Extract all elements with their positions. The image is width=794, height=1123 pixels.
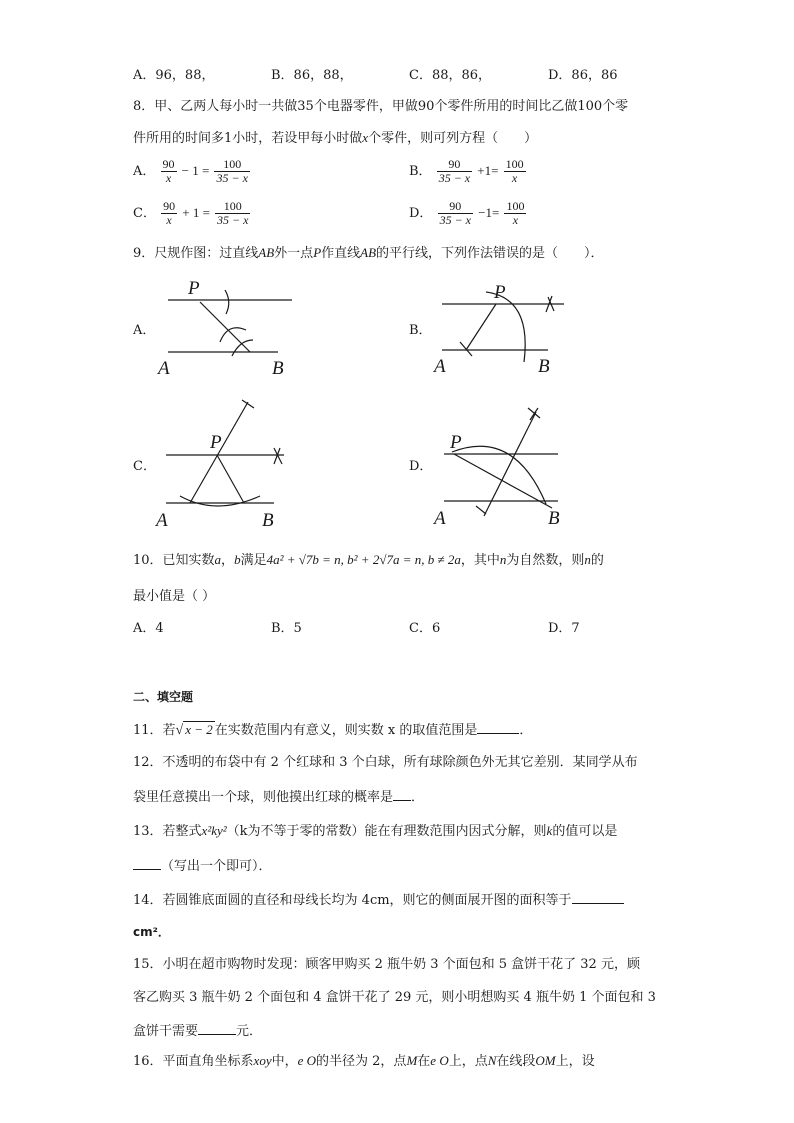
q15-line2: 客乙购买 3 瓶牛奶 2 个面包和 4 盒饼干花了 29 元，则小明想购买 4 瓶牛奶 1 个面包和 3: [133, 990, 656, 1005]
point-a-label: A: [434, 508, 446, 528]
q8-option-b-label: B．: [409, 164, 432, 179]
q12-line1: 12．不透明的布袋中有 2 个红球和 3 个白球，所有球除颜色外无其它差别．某同学从布: [133, 755, 638, 770]
q8-line2-b: 个零件，则可列方程（ ）: [368, 131, 538, 146]
q9-figure-b: [428, 272, 578, 382]
answer-blank[interactable]: [477, 721, 519, 734]
q9-figure-c: [150, 392, 300, 532]
q10-option-d[interactable]: D．7: [548, 621, 580, 636]
point-p-label: P: [494, 282, 506, 303]
answer-blank[interactable]: [133, 857, 161, 870]
q9-option-c-label[interactable]: C．: [133, 459, 156, 474]
q9-figure-a: [150, 272, 300, 382]
q7-option-b[interactable]: B．86，88，: [271, 68, 353, 83]
answer-blank[interactable]: [572, 891, 624, 904]
fraction: $\frac{100}{x}$: [506, 199, 525, 227]
q8-line2-a: 件所用的时间多1小时，若设甲每小时做: [133, 131, 363, 146]
point-a-label: A: [158, 358, 170, 379]
q16-line1: 16．平面直角坐标系xoy中，e O的半径为 2，点M在e O上，点N在线段OM上，设: [133, 1053, 595, 1069]
fraction: $\frac{90}{x}$: [163, 199, 176, 227]
point-b-label: B: [262, 510, 274, 531]
q9-option-a-label[interactable]: A．: [133, 323, 156, 338]
q15-line3: 盒饼干需要 元．: [133, 1024, 263, 1039]
q9-figure-d: [428, 398, 578, 528]
q13-line2: （写出一个即可）．: [133, 857, 272, 875]
point-b-label: B: [548, 508, 560, 528]
q7-option-a[interactable]: A．96，88，: [133, 68, 215, 83]
point-b-label: B: [538, 356, 550, 377]
q13-expression: x²ky²: [201, 823, 227, 838]
q8-option-c-label: C．: [133, 206, 156, 221]
q8-option-d[interactable]: [409, 200, 527, 227]
answer-blank[interactable]: [393, 788, 411, 801]
q8-line1: 8．甲、乙两人每小时一共做35个电器零件，甲做90个零件所用的时间比乙做100个零: [133, 99, 629, 114]
fraction: $\frac{90}{35 - x}$: [438, 157, 471, 185]
q7-option-d[interactable]: D．86，86: [548, 68, 618, 83]
point-p-label: P: [188, 278, 200, 299]
q12-line2: 袋里任意摸出一个球，则他摸出红球的概率是 ．: [133, 790, 425, 805]
operator: +1=: [477, 163, 499, 178]
q10-option-c[interactable]: C．6: [409, 621, 441, 636]
q8-option-a-label: A．: [133, 164, 156, 179]
q15-line1: 15．小明在超市购物时发现：顾客甲购买 2 瓶牛奶 3 个面包和 5 盒饼干花了 32 元，顾: [133, 957, 640, 972]
q10-option-a[interactable]: A．4: [133, 621, 164, 636]
point-p-label: P: [210, 432, 222, 453]
q8-option-c[interactable]: [133, 200, 251, 227]
fraction: $\frac{100}{35 - x}$: [216, 157, 248, 185]
operator: − 1 =: [181, 163, 210, 178]
fraction: $\frac{100}{35 - x}$: [217, 199, 249, 227]
point-p-label: P: [450, 432, 462, 453]
point-a-label: A: [156, 510, 168, 531]
point-a-label: A: [434, 356, 446, 377]
q9-stem: 9．尺规作图：过直线AB外一点P作直线AB的平行线，下列作法错误的是（ ）．: [133, 245, 604, 261]
q8-var-x: x: [362, 130, 369, 145]
operator: −1=: [478, 205, 500, 220]
q9-option-d-label[interactable]: D．: [409, 459, 433, 474]
q10-formula: 4a² + √7b = n, b² + 2√7a = n, b ≠ 2a: [266, 552, 461, 567]
question-11: 11．若√ x − 2 在实数范围内有意义，则实数 x 的取值范围是 ．: [133, 722, 533, 738]
section-title: 二、填空题: [133, 690, 194, 704]
q14-line2: cm²．: [133, 925, 170, 939]
q10-line2: 最小值是（ ）: [133, 589, 216, 604]
q14-line1: 14．若圆锥底面圆的直径和母线长均为 4cm，则它的侧面展开图的面积等于: [133, 891, 624, 909]
q10-option-b[interactable]: B．5: [271, 621, 302, 636]
sqrt-expression: x − 2: [185, 722, 213, 737]
q9-option-b-label[interactable]: B．: [409, 323, 432, 338]
operator: + 1 =: [182, 205, 210, 220]
answer-blank[interactable]: [198, 1022, 236, 1035]
q8-line2: [133, 130, 537, 147]
fraction: $\frac{90}{x}$: [162, 157, 175, 185]
q7-option-c[interactable]: C．88，86，: [409, 68, 492, 83]
point-b-label: B: [272, 358, 284, 379]
q8-option-a[interactable]: [133, 158, 251, 185]
q8-option-d-label: D．: [409, 206, 433, 221]
fraction: $\frac{100}{x}$: [505, 157, 524, 185]
fraction: $\frac{90}{35 - x}$: [439, 199, 472, 227]
q10-line1: 10．已知实数a，b满足4a² + √7b = n, b² + 2√7a = n, b ≠ 2a，其中n为自然数，则n的: [133, 552, 604, 568]
q8-option-b[interactable]: [409, 158, 527, 185]
q13-line1: 13．若整式x²ky²（k为不等于零的常数）能在有理数范围内因式分解，则k的值可以是: [133, 823, 618, 839]
